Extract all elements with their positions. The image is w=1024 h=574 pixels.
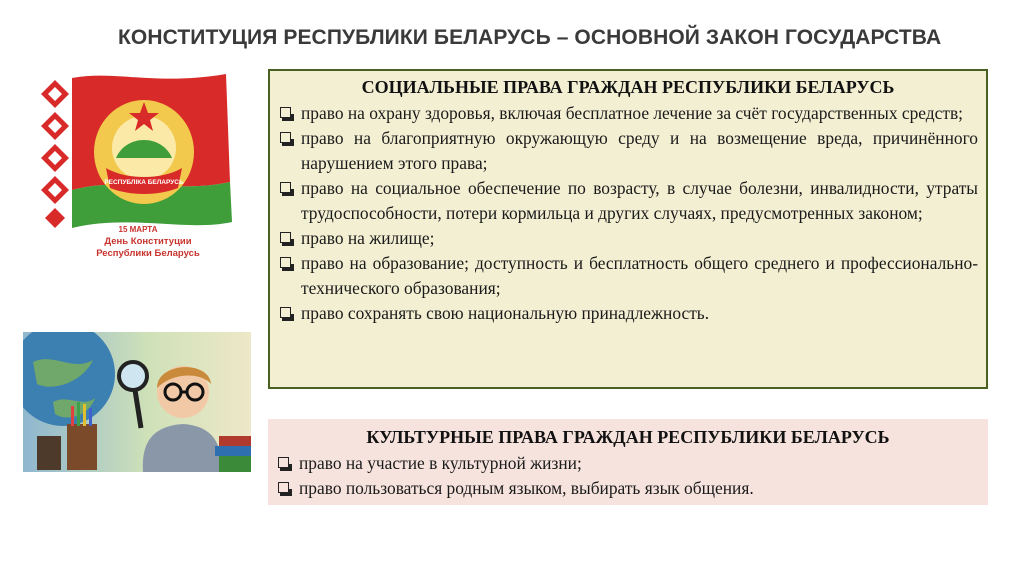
social-rights-box [268, 69, 988, 389]
checkbox-bullet-icon [280, 257, 291, 268]
cultural-rights-box [268, 419, 988, 505]
checkbox-bullet-icon [278, 482, 289, 493]
holiday-line-2: Республики Беларусь [96, 248, 200, 259]
checkbox-bullet-icon [280, 182, 291, 193]
list-item: право на благоприятную окружающую среду и на возмещение вреда, причинённого нарушением этого права; [278, 126, 978, 176]
pencil-cup [67, 424, 97, 470]
holiday-line-1: День Конституции [104, 236, 192, 247]
list-item: право на образование; доступность и бесплатность общего среднего и профессионально-технического образования; [278, 251, 978, 301]
list-item: право на социальное обеспечение по возрасту, в случае болезни, инвалидности, утраты трудоспособности, потери кормильца и других случаях, предусмотренных законом; [278, 176, 978, 226]
social-rights-list [278, 101, 978, 326]
checkbox-bullet-icon [280, 232, 291, 243]
globe-stand [37, 436, 61, 470]
list-item: право на охрану здоровья, включая бесплатное лечение за счёт государственных средств; [278, 101, 978, 126]
cultural-rights-list [276, 451, 980, 501]
emblem-graphic [36, 72, 242, 264]
magnifier-glass [119, 362, 147, 390]
list-item: право на участие в культурной жизни; [276, 451, 980, 476]
checkbox-bullet-icon [280, 107, 291, 118]
slide-title: КОНСТИТУЦИЯ РЕСПУБЛИКИ БЕЛАРУСЬ – ОСНОВНОЙ ЗАКОН ГОСУДАРСТВА [118, 26, 942, 49]
cultural-rights-title: КУЛЬТУРНЫЕ ПРАВА ГРАЖДАН РЕСПУБЛИКИ БЕЛАРУСЬ [366, 427, 890, 447]
list-item: право пользоваться родным языком, выбирать язык общения. [276, 476, 980, 501]
checkbox-bullet-icon [280, 307, 291, 318]
constitution-day-emblem [36, 72, 242, 264]
boy-with-magnifier-photo [23, 332, 251, 472]
list-item: право сохранять свою национальную принадлежность. [278, 301, 978, 326]
checkbox-bullet-icon [280, 132, 291, 143]
emblem-ribbon-text: РЕСПУБЛІКА БЕЛАРУСЬ [104, 179, 184, 186]
list-item: право на жилище; [278, 226, 978, 251]
social-rights-title: СОЦИАЛЬНЫЕ ПРАВА ГРАЖДАН РЕСПУБЛИКИ БЕЛАРУСЬ [361, 77, 895, 97]
checkbox-bullet-icon [278, 457, 289, 468]
photo-illustration [23, 332, 251, 472]
holiday-date: 15 МАРТА [118, 225, 158, 234]
